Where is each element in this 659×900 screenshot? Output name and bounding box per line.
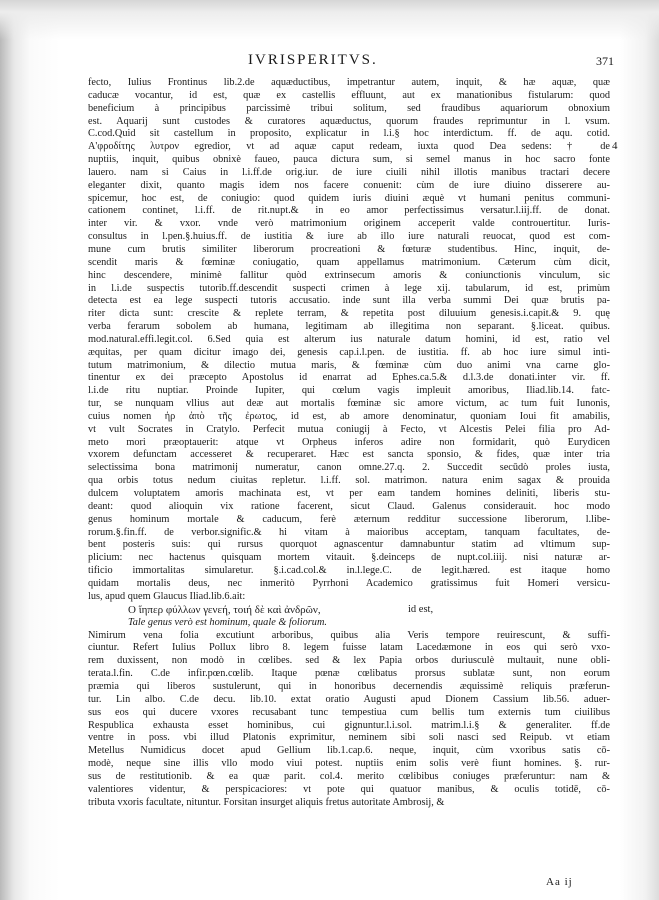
page-header bbox=[0, 52, 659, 72]
text-line: dulcem voluptatem amoris machinata est, vt per eam tandem homines deliniti, liberis stu- bbox=[88, 488, 610, 499]
page-number: 371 bbox=[596, 54, 614, 68]
text-line: æquitas, per quam dicitur imago dei, genesis cap.i.l.pen. de iustitia. ff. ab hoc iure simul inti- bbox=[88, 346, 610, 358]
text-line: C.cod.Quid sit castellum in proposito, explicatur in l.i.§ hoc interdictum. ff. de aqu. cotid. bbox=[88, 128, 610, 140]
text-line: detecta est ea lege suspecti tutoris accusatio. inde sunt illa verba summi Dei quæ brutis pa- bbox=[88, 295, 610, 307]
text-line: Metellus Numidicus docet apud Gellium lib.1.cap.6. neque, inquit, cùm vxoribus satis cō- bbox=[88, 745, 610, 757]
text-line: modè, neque sine illis vllo modo viui potest. nuptiis enim solis verè fiunt homines. §. rur- bbox=[88, 758, 610, 770]
text-line: bent posteris suis: qui rursus quorquot agnascentur damnabuntur statim ad vltimum sup- bbox=[88, 539, 610, 551]
text-line: rorum.§.fin.ff. de verbor.signific.& hi vitam à maioribus acceptam, tanquam facultates, de- bbox=[88, 526, 610, 538]
text-line: tificio immortalitas simularetur. §.i.cad.col.& in.l.lege.C. de legit.hæred. est itaque homo bbox=[88, 565, 610, 577]
text-line: valentiores videntur, & perspicaciores: vt pote qui quatuor manibus, & oculis totidē, cō- bbox=[88, 783, 610, 795]
text-line: qua orbis totus nedum ciuitas repletur. l.i.ff. sol. matrimon. natura enim sagax & prouida bbox=[88, 475, 610, 487]
id-est: id est, bbox=[408, 603, 434, 615]
scan-shadow bbox=[0, 0, 659, 40]
text-block-2 bbox=[88, 630, 610, 810]
text-line: riter dicta sunt: crescite & replete terram, & repetita post diluuium genesis.i.capit.& 9. quę bbox=[88, 308, 610, 320]
text-line: ventre in poss. vbi illud Platonis exprimitur, neminem sibi soli nasci sed Reipub. vt etiam bbox=[88, 732, 610, 744]
text-line: deant: quod alioquin vix ratione facerent, sicut Claud. Galenus considerauit. hoc modo bbox=[88, 500, 610, 512]
text-line: terata.l.fin. C.de infir.pœn.cœlib. Itaque pœnæ cœlibatus prorsus sublatæ sunt, non eorum bbox=[88, 668, 610, 680]
margin-note: 4 bbox=[612, 140, 618, 152]
signature-mark: Aa ij bbox=[546, 876, 573, 888]
text-line: scendit maris & fœminæ coniugatio, quam appellamus matrimonium. Cæterum cùm dicit, bbox=[88, 256, 610, 268]
text-line: Respublica exhausta esset hominibus, cui gignuntur.l.i.sol. matrim.l.i.§ & generaliter. ff.de bbox=[88, 719, 610, 731]
text-line: tributa vxoris facultate, nituntur. Forsitan insurget aliquis fretus autoritate Ambrosij, & bbox=[88, 796, 445, 808]
text-line: est. Aquarij sunt custodes & curatores aquæductus, quorum fraudes reprimuntur in l. vsum. bbox=[88, 115, 610, 127]
text-line: Nimirum vena folia excutiunt arboribus, quibus alia Veris tempore reuirescunt, & suffi- bbox=[88, 629, 610, 641]
text-line: tinentur ex dei præcepto Apostolus id enarrat ad Ephes.ca.5.& d.l.3.de donati.inter vir. ff. bbox=[88, 372, 610, 384]
text-line: vxorem defunctam accesseret & recuperaret. Hæc est sancta sponsio, & fides, quæ inter tria bbox=[88, 449, 610, 461]
text-line: spicemur, hoc est, de coniugio: quod quidem iuris diuini æquè vt humani penitus communi- bbox=[88, 192, 610, 204]
text-line: consultus in l.pen.§.huius.ff. de iustitia & iure ab illo iure naturali reuocat, quod est com- bbox=[88, 231, 610, 243]
text-line: plicium: nec hactenus quisquam mortem vitauit. §.deinceps de nupt.col.iiij. nisi naturæ ar- bbox=[88, 552, 610, 564]
text-line: cuius nomen ἡρ ἀπὸ τῆς ἐρωτος, id est, ab amore denominatur, quoniam Ioui fit amabilis, bbox=[88, 410, 610, 422]
text-line: l.i.de ritu nuptiar. Proinde Iupiter, qui cœlum vagis impleuit amoribus, Iliad.lib.14. fatc- bbox=[88, 385, 610, 397]
text-line: eleganter dixit, quanto magis idem nos facere conuenit: cùm de iure diuino disserere au- bbox=[88, 179, 610, 191]
text-line: nuptiis, inquit, quibus obnixè faueo, pauca dictura sum, si semel manus in hoc sacro fonte bbox=[88, 154, 610, 166]
text-line: tutum matrimonium, & dilectio mutua maris, & fœminæ cùm duo animi vna carne glo- bbox=[88, 359, 610, 371]
text-line: caducæ vocantur, id est, quæ ex castellis effluunt, aut ex manationibus fistularum: quod bbox=[88, 89, 610, 101]
text-line: lauero. nam si Caius in l.i.ff.de orig.iur. de iure ciuili nihil illotis manibus tractari decere bbox=[88, 166, 610, 178]
text-line: præmia qui liberos sustulerunt, qui in honoribus decernendis æquissimè reliquis præferun- bbox=[88, 680, 610, 692]
text-line: rem duxissent, non modò in cœlibes. sed & lex Papia orbos duriusculè multauit, nune obli- bbox=[88, 655, 610, 667]
text-line: sus eos qui ducere vxores recusabant tunc tempestiua cum bellis tum externis tum ciuilibus bbox=[88, 706, 610, 718]
body-text bbox=[88, 77, 610, 809]
text-line: tur. Lin albo. C.de decu. lib.10. extat oratio Augusti apud Dionem Cassium lib.56. aduer- bbox=[88, 693, 610, 705]
text-line: tur, se nunquam vllius aut deæ aut mortalis fœminæ sic amore victum, ac tum fuit Iunonis, bbox=[88, 398, 610, 410]
text-line: quidam mortalis deus, nec inmeritò Pyrrhoni Academico gratissimus fuit Homeri versicu- bbox=[88, 577, 610, 589]
text-line: ciuntur. Refert Iulius Pollux libro 8. legem fuisse latam Lacedæmone in eos qui serò vxo- bbox=[88, 642, 610, 654]
latin-translation: Tale genus verò est hominum, quale & foliorum. bbox=[128, 616, 327, 628]
text-line: vt vult Socrates in Cratylo. Perfecit mutua coniugij à Fecto, vt Alcestis Pelei filia pro Ad- bbox=[88, 423, 610, 435]
text-line: cationem continet, l.i.ff. de rit.nupt.& in eo amor perfectissimus versatur.l.iij.ff. de donat. bbox=[88, 205, 610, 217]
text-line: sus de restitutionib. & ea quæ parit. col.4. merito cœlibibus coniuges præferuntur: nam & bbox=[88, 770, 610, 782]
running-head: IVRISPERITVS. bbox=[248, 52, 378, 68]
text-line: A'φροδίτης λυτρον egredior, vt ad aquæ caput redeam, iuxta quod Dea sedens: † de bbox=[88, 141, 610, 153]
text-line: verba ferarum sobolem ab humana, legitimam ab illegitima non separant. §.liceat. quibus. bbox=[88, 321, 610, 333]
text-block-1 bbox=[88, 77, 610, 604]
text-line: mod.natural.effi.legit.col. 6.Sed quia est alterum ius naturale datum homini, id est, ratio vel bbox=[88, 333, 610, 345]
text-line: selectissima bona matrimonij numeratur, canon omne.27.q. 2. Succedit secūdò proles iusta, bbox=[88, 462, 610, 474]
text-line: inter vir. & vxor. vnde verò matrimonium originem acceperit valde controuertitur. Iuris- bbox=[88, 218, 610, 230]
greek-verse: Ο ἵηπερ φύλλων γενεή, τοιή δὲ καὶ ἀνδρῶν, bbox=[128, 603, 321, 616]
text-line: mune cum brutis similiter liberorum procreationi & fœturæ studentibus. Hinc, inquit, de- bbox=[88, 243, 610, 255]
text-line: in l.i.de suspectis tutorib.ff.descendit suspecti crimen à lege xij. tabularum, id est, primùm bbox=[88, 282, 610, 294]
text-line: fecto, Iulius Frontinus lib.2.de aquæductibus, impetrantur autem, inquit, & hæ aquæ, quæ bbox=[88, 77, 610, 88]
text-line: lus, apud quem Glaucus Iliad.lib.6.ait: bbox=[88, 590, 246, 602]
text-line: beneficium à principibus parcissimè tribui solitum, sed fraudibus aquariorum obnoxium bbox=[88, 102, 610, 114]
text-line: meto mori præoptauerit: atque vt Orpheus inferos adire non formidarit, quò Eurydicen bbox=[88, 436, 610, 448]
text-line: genus hominum mortale & caducum, ferè æternum redditur successione liberorum, l.libe- bbox=[88, 513, 610, 525]
text-line: hinc descendere, minimè fallitur quòd extrinsecum amoris & coniunctionis vinculum, sic bbox=[88, 269, 610, 281]
homer-quotation bbox=[88, 604, 610, 630]
